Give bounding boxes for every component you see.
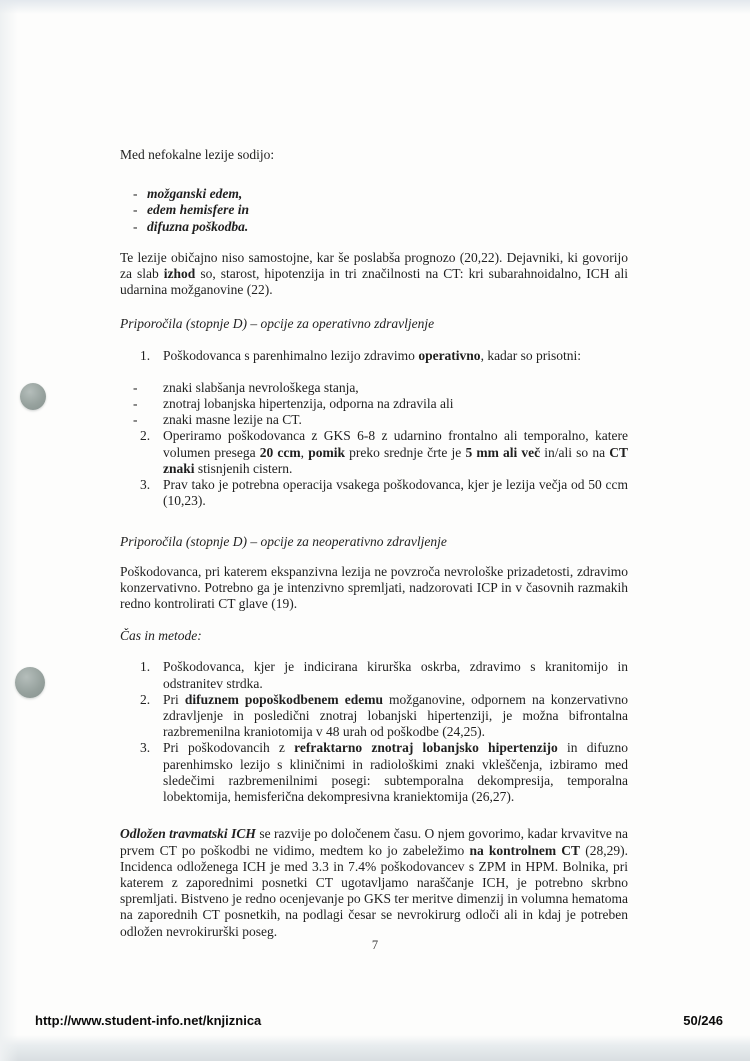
intro-line: Med nefokalne lezije sodijo:	[120, 147, 275, 162]
list-item	[120, 380, 628, 396]
paragraph-prognosis: Te lezije običajno niso samostojne, kar še poslabša prognozo (20,22). Dejavniki, ki govorijo za slab izhod so, starost, hipotenzija in tri značilnosti na CT: kri subarahnoidalno, ICH ali udarnina možganovine (22).	[120, 249, 629, 298]
list-item-text: znaki masne lezije na CT.	[163, 412, 302, 428]
heading-time-methods: Čas in metode:	[120, 628, 202, 644]
list-number: 2.	[140, 691, 151, 707]
operative-list	[120, 348, 628, 510]
list-item	[120, 219, 628, 235]
bullet-dash: -	[133, 412, 138, 428]
footer-url: http://www.student-info.net/knjiznica	[35, 1013, 262, 1028]
page-number: 7	[371, 938, 379, 952]
list-item	[120, 740, 628, 805]
list-item-text: Poškodovanca, kjer je indicirana kirurška oskrba, zdravimo s kranitomijo in odstranitev strdka.	[163, 659, 628, 691]
list-item	[120, 659, 628, 691]
list-number: 3.	[140, 740, 151, 756]
list-item-text: difuzna poškodba.	[147, 218, 249, 234]
list-item	[120, 202, 628, 218]
bullet-dash: -	[133, 396, 138, 412]
list-item	[120, 348, 628, 364]
paragraph-delayed-ich: Odložen travmatski ICH se razvije po določenem času. O njem govorimo, kadar krvavitve na prvem CT po poškodbi ne vidimo, medtem ko jo zabeležimo na kontrolnem CT (28,29). Incidenca odloženega ICH je med 3.3 in 7.4% poškodovancev s ZPM in HPM. Bolnika, pri katerem z zaporednimi posnetki CT ugotavljamo naraščanje ICH, je potrebno skrbno spremljati. Bistveno je redno ocenjevanje po GKS ter meritve dimenzij in volumna hematoma na zaporednih CT posnetkih, na podlagi česar se nevrokirurg odloči ali in kdaj je potreben odložen nevrokirurški poseg.	[120, 826, 628, 939]
list-number: 3.	[140, 477, 151, 493]
page-indicator: 50/246	[683, 1013, 723, 1028]
list-item	[120, 412, 628, 428]
bullet-dash: -	[133, 202, 138, 218]
lesion-bullet-list	[120, 186, 628, 235]
heading-operative-options: Priporočila (stopnje D) – opcije za operativno zdravljenje	[120, 316, 435, 332]
list-item-text: Pri poškodovancih z refraktarno znotraj lobanjsko hipertenzijo in difuzno parenhimsko lezijo s kliničnimi in radiološkimi znaki vkleščenja, izbiramo med sledečimi razbremenilnimi posegi: subtemporalna dekompresija, temporalna lobektomija, hemisferična dekompresivna kraniektomija (26,27).	[163, 740, 628, 805]
bullet-dash: -	[133, 379, 138, 395]
heading-nonoperative-options: Priporočila (stopnje D) – opcije za neoperativno zdravljenje	[120, 534, 447, 550]
list-number: 1.	[140, 659, 151, 675]
list-item-text: Prav tako je potrebna operacija vsakega poškodovanca, kjer je lezija večja od 50 ccm (10,23).	[163, 477, 628, 509]
time-methods-list	[120, 659, 628, 805]
page-body-text	[120, 147, 628, 940]
list-item-text: znaki slabšanja nevrološkega stanja,	[163, 379, 359, 395]
list-item	[120, 396, 628, 412]
list-item	[120, 186, 628, 202]
list-number: 2.	[140, 428, 151, 444]
list-item-text: Operiramo poškodovanca z GKS 6-8 z udarnino frontalno ali temporalno, katere volumen presega 20 ccm, pomik preko srednje črte je 5 mm ali več in/ali so na CT znaki stisnjenih cistern.	[163, 428, 628, 476]
hole-punch-bottom	[15, 667, 45, 698]
list-item-text: edem hemisfere in	[147, 202, 249, 218]
list-item-text: možganski edem,	[147, 186, 243, 202]
list-item-text: znotraj lobanjska hipertenzija, odporna na zdravila ali	[163, 396, 454, 412]
footer-bar	[0, 1013, 750, 1033]
list-item-text: Pri difuznem popoškodbenem edemu možganovine, odpornem na konzervativno zdravljenje in posledični znotraj lobanjski hipertenziji, je možna bifrontalna razbremenilna kraniotomija v 48 urah od poškodbe (24,25).	[163, 691, 628, 740]
bullet-dash: -	[133, 186, 138, 202]
list-number: 1.	[140, 347, 151, 363]
list-item	[120, 477, 628, 509]
list-item	[120, 692, 628, 741]
bullet-dash: -	[133, 218, 138, 234]
list-item-text: Poškodovanca s parenhimalno lezijo zdravimo operativno, kadar so prisotni:	[163, 347, 582, 363]
hole-punch-top	[20, 383, 46, 410]
list-item	[120, 428, 628, 477]
paragraph-conservative: Poškodovanca, pri katerem ekspanzivna lezija ne povzroča nevrološke prizadetosti, zdravimo konzervativno. Potrebno ga je intenzivno spremljati, nadzorovati ICP in v časovnih razmakih redno kontrolirati CT glave (19).	[120, 563, 628, 612]
